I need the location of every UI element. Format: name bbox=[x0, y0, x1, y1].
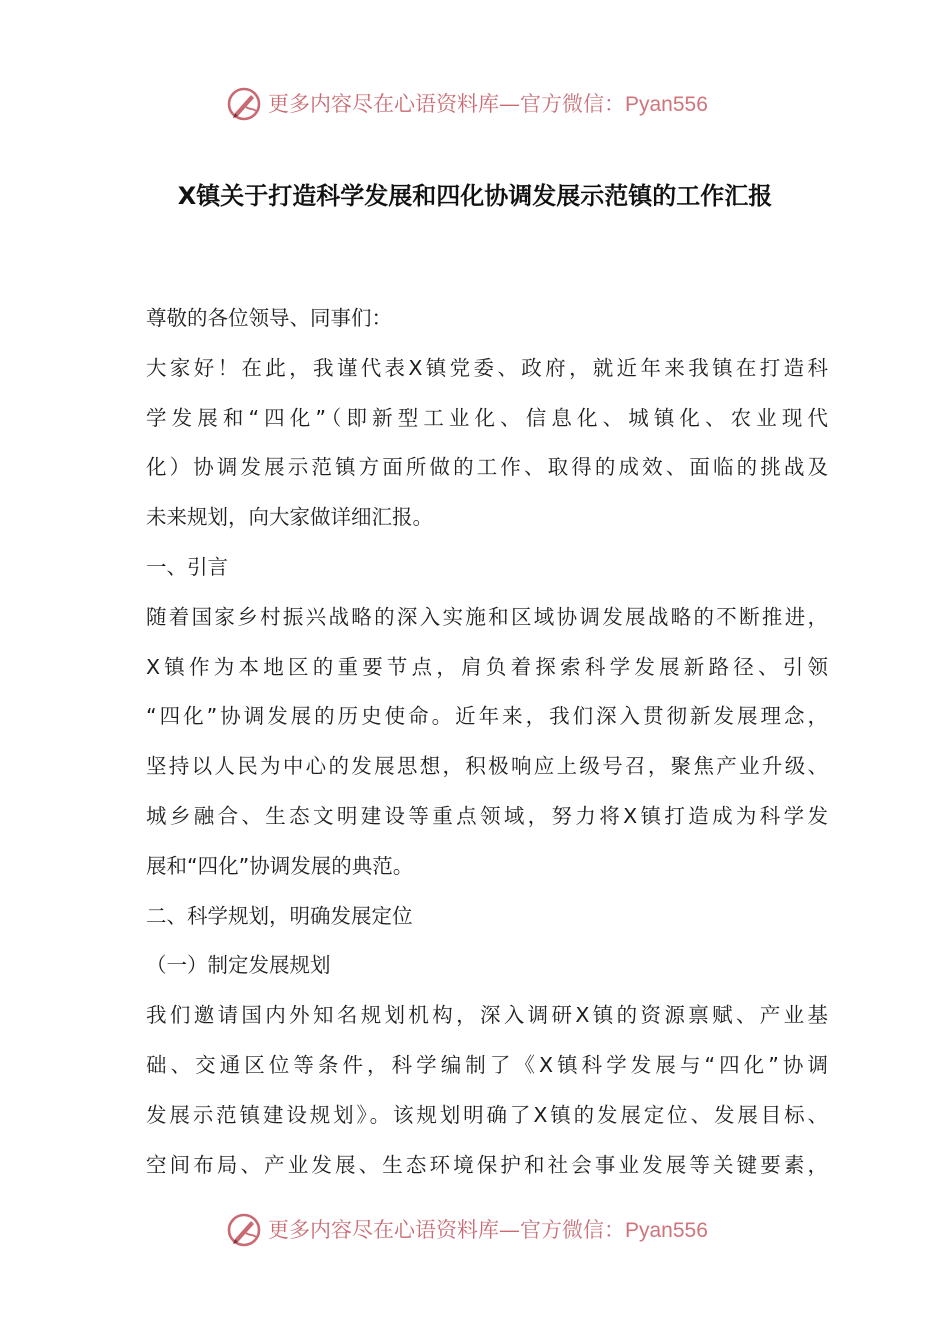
paragraph-line: 化）协调发展示范镇方面所做的工作、取得的成效、面临的挑战及 bbox=[146, 455, 828, 480]
watermark-account: Pyan556 bbox=[625, 93, 708, 116]
section-heading: 一、引言 bbox=[146, 554, 228, 579]
paragraph-line: X镇作为本地区的重要节点，肩负着探索科学发展新路径、引领 bbox=[146, 654, 828, 679]
watermark-dash: — bbox=[499, 1218, 520, 1242]
pen-logo-icon bbox=[226, 1212, 262, 1248]
paragraph-line: 随着国家乡村振兴战略的深入实施和区域协调发展战略的不断推进， bbox=[146, 604, 828, 629]
watermark-banner-bottom bbox=[0, 1210, 950, 1250]
paragraph-line: 大家好！在此，我谨代表X镇党委、政府，就近年来我镇在打造科 bbox=[146, 355, 828, 380]
paragraph-line: 城乡融合、生态文明建设等重点领域，努力将X镇打造成为科学发 bbox=[146, 803, 828, 828]
watermark-label: 官方微信： bbox=[520, 92, 625, 116]
watermark-text bbox=[268, 90, 708, 119]
document-title: X镇关于打造科学发展和四化协调发展示范镇的工作汇报 bbox=[177, 182, 773, 210]
paragraph-line: 未来规划，向大家做详细汇报。 bbox=[146, 505, 433, 530]
watermark-dash: — bbox=[499, 92, 520, 116]
watermark-banner-top bbox=[0, 84, 950, 124]
pen-logo-icon bbox=[226, 86, 262, 122]
watermark-account: Pyan556 bbox=[625, 1219, 708, 1242]
document-body bbox=[146, 300, 828, 1196]
paragraph-line: 坚持以人民为中心的发展思想，积极响应上级号召，聚焦产业升级、 bbox=[146, 754, 828, 779]
paragraph-line: 础、交通区位等条件，科学编制了《X镇科学发展与“四化”协调 bbox=[146, 1052, 828, 1077]
watermark-text bbox=[268, 1216, 708, 1245]
watermark-slogan: 更多内容尽在心语资料库 bbox=[268, 1218, 499, 1242]
watermark-slogan: 更多内容尽在心语资料库 bbox=[268, 92, 499, 116]
paragraph-line: 展和“四化”协调发展的典范。 bbox=[146, 853, 414, 878]
subsection-heading: （一）制定发展规划 bbox=[146, 953, 331, 978]
paragraph-line: “四化”协调发展的历史使命。近年来，我们深入贯彻新发展理念， bbox=[146, 704, 828, 729]
paragraph-line: 学发展和“四化”（即新型工业化、信息化、城镇化、农业现代 bbox=[146, 405, 828, 430]
paragraph-line: 尊敬的各位领导、同事们： bbox=[146, 306, 392, 330]
paragraph-line: 空间布局、产业发展、生态环境保护和社会事业发展等关键要素， bbox=[146, 1152, 828, 1177]
paragraph-line: 发展示范镇建设规划》。该规划明确了X镇的发展定位、发展目标、 bbox=[146, 1102, 828, 1127]
paragraph-line: 我们邀请国内外知名规划机构，深入调研X镇的资源禀赋、产业基 bbox=[146, 1003, 828, 1028]
watermark-label: 官方微信： bbox=[520, 1218, 625, 1242]
section-heading: 二、科学规划，明确发展定位 bbox=[146, 903, 413, 928]
